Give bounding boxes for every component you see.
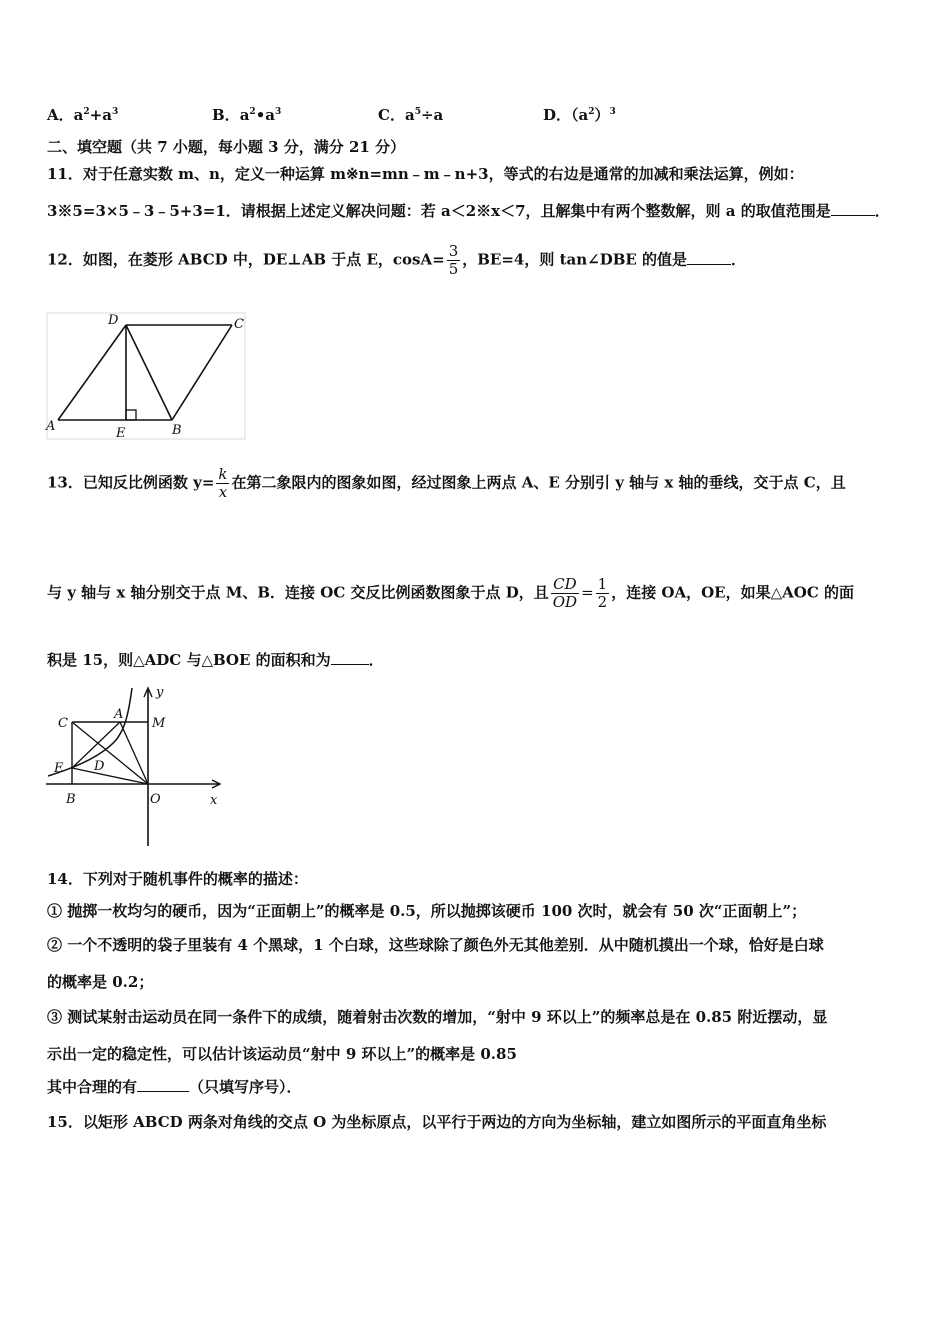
label-D: D [108,313,119,328]
label-B: B [66,792,76,807]
label-A: A [46,419,56,434]
label-C: C [58,716,68,731]
q15-line1: 15．以矩形 ABCD 两条对角线的交点 O 为坐标原点，以平行于两边的方向为坐标轴，建立如图所示的平面直角坐标 [47,1113,827,1131]
q13-line2: 与 y 轴与 x 轴分别交于点 M、B．连接 OC 交反比例函数图象于点 D，且 $\frac{CD}{OD}$ = $\frac{1}{2}$ ，连接 OA，OE，如果△AOC 的面 [47,575,855,611]
rhombus-figure [44,310,249,442]
section-title: 二、填空题（共 7 小题，每小题 3 分，满分 21 分） [47,138,406,156]
fraction-1-2: $\frac{1}{2}$ [597,575,608,611]
label-E: E [54,761,64,776]
label-C: C [234,317,244,332]
answer-blank[interactable] [687,250,731,265]
q11-line2: 3※5=3×5﹣3﹣5+3=1．请根据上述定义解决问题：若 a＜2※x＜7，且解集中有两个整数解，则 a 的取值范围是 ． [47,202,890,220]
label-A: A [114,707,124,722]
answer-blank[interactable] [331,650,369,665]
q14-statement-2a: ② 一个不透明的袋子里装有 4 个黑球，1 个白球，这些球除了颜色外无其他差别．从中随机摸出一个球，恰好是白球 [47,936,824,954]
label-B: B [172,423,182,438]
label-y: y [156,685,164,700]
q14-ask: 其中合理的有 （只填写序号）． [47,1078,302,1096]
q11-line1: 11．对于任意实数 m、n，定义一种运算 m※n=mn﹣m﹣n+3，等式的右边是通常的加减和乘法运算，例如： [47,165,804,183]
q14-title: 14．下列对于随机事件的概率的描述： [47,870,308,888]
answer-blank[interactable] [831,201,875,216]
q14-statement-3b: 示出一定的稳定性，可以估计该运动员“射中 9 环以上”的概率是 0.85 [47,1045,517,1063]
label-O: O [150,792,161,807]
label-M: M [152,716,166,731]
q14-statement-3a: ③ 测试某射击运动员在同一条件下的成绩，随着射击次数的增加，“射中 9 环以上”的频率总是在 0.85 附近摆动，显 [47,1008,828,1026]
label-x: x [210,793,218,808]
fraction-k-x: $\frac{k}{x}$ [218,465,228,501]
q14-statement-2b: 的概率是 0.2； [47,973,154,991]
option-d: D．$(a^2)^3$ [543,106,616,124]
q13-line3: 积是 15，则△ADC 与△BOE 的面积和为 ． [47,651,384,669]
fraction-cd-od: $\frac{CD}{OD}$ [552,575,578,611]
answer-blank[interactable] [137,1077,189,1092]
q13-line1: 13．已知反比例函数 y= $\frac{k}{x}$ 在第二象限内的图象如图，经过图象上两点 A、E 分别引 y 轴与 x 轴的垂线，交于点 C，且 [47,465,846,501]
q12-text: 12．如图，在菱形 ABCD 中，DE⊥AB 于点 E，cosA= $\frac{3}{5}$ ，BE=4，则 tan∠DBE 的值是 ． [47,242,747,278]
label-D: D [94,759,105,774]
inverse-function-figure [44,682,229,850]
option-c: C．$a^5\div a$ [378,106,444,124]
label-E: E [116,426,126,441]
fraction-3-5: $\frac{3}{5}$ [448,242,459,278]
q14-statement-1: ① 抛掷一枚均匀的硬币，因为“正面朝上”的概率是 0.5，所以抛掷该硬币 100 次时，就会有 50 次“正面朝上”； [47,902,807,920]
option-a: A．$a^2+a^3$ [47,106,119,124]
option-b: B．$a^2•a^3$ [212,106,282,124]
